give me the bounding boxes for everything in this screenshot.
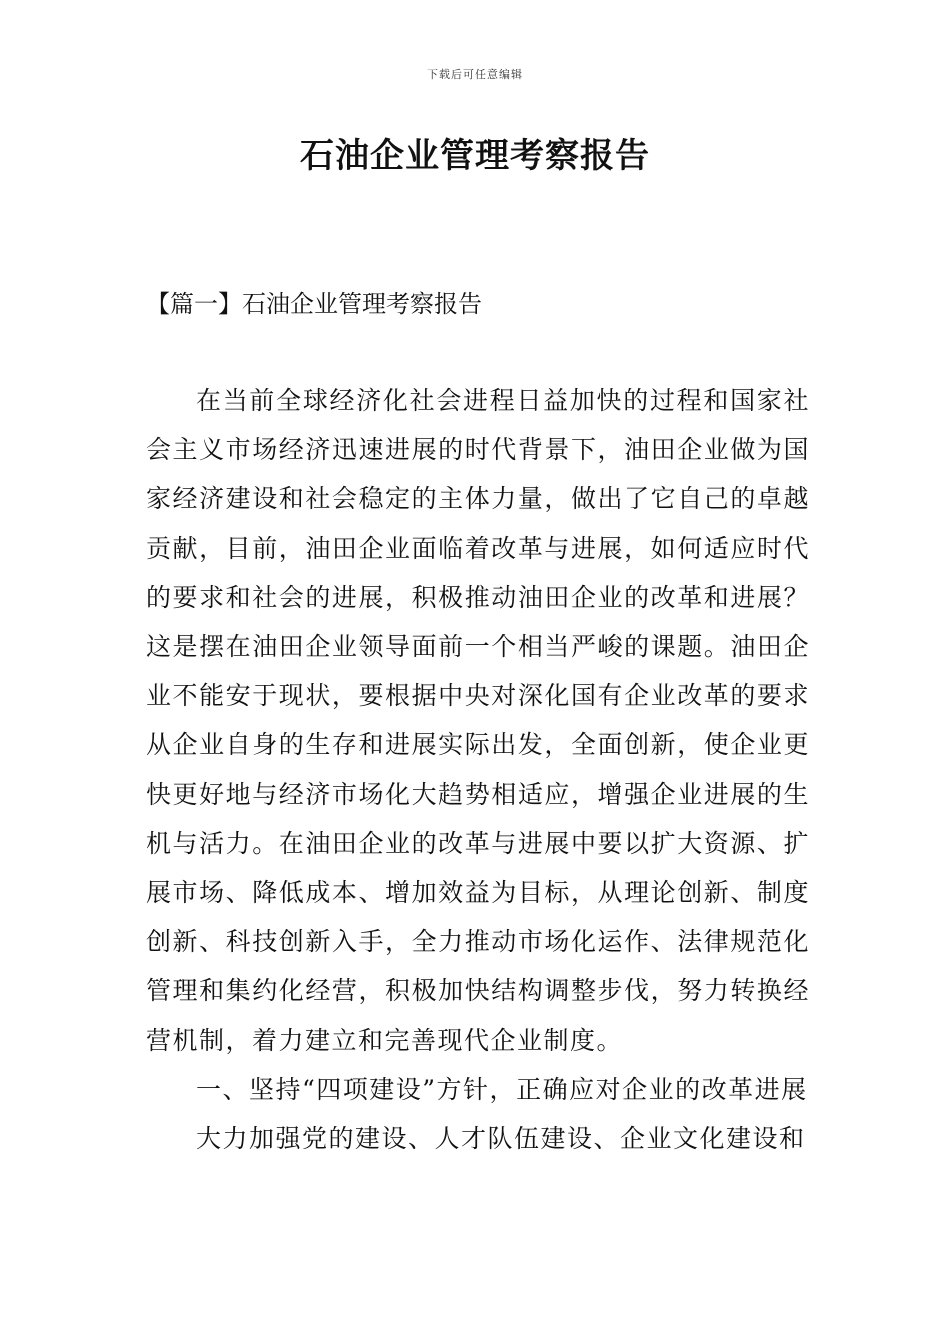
document-title: 石油企业管理考察报告 [300,136,650,176]
paragraph-subheading-1: 一、坚持“四项建设”方针，正确应对企业的改革进展 [196,1074,808,1104]
body-text [146,376,810,1163]
paragraph-body-1: 大力加强党的建设、人才队伍建设、企业文化建设和 [196,1124,806,1154]
section-heading: 【篇一】石油企业管理考察报告 [146,290,482,318]
paragraph-intro: 在当前全球经济化社会进程日益加快的过程和国家社会主义市场经济迅速进展的时代背景下，油田企业做为国家经济建设和社会稳定的主体力量，做出了它自己的卓越贡献，目前，油田企业面临着改革与进展，如何适应时代的要求和社会的进展，积极推动油田企业的改革和进展？这是摆在油田企业领导面前一个相当严峻的课题。油田企业不能安于现状，要根据中央对深化国有企业改革的要求从企业自身的生存和进展实际出发，全面创新，使企业更快更好地与经济市场化大趋势相适应，增强企业进展的生机与活力。在油田企业的改革与进展中要以扩大资源、扩展市场、降低成本、增加效益为目标，从理论创新、制度创新、科技创新入手，全力推动市场化运作、法律规范化管理和集约化经营，积极加快结构调整步伐，努力转换经营机制，着力建立和完善现代企业制度。 [146,386,810,1055]
header-note: 下载后可任意编辑 [427,68,523,81]
